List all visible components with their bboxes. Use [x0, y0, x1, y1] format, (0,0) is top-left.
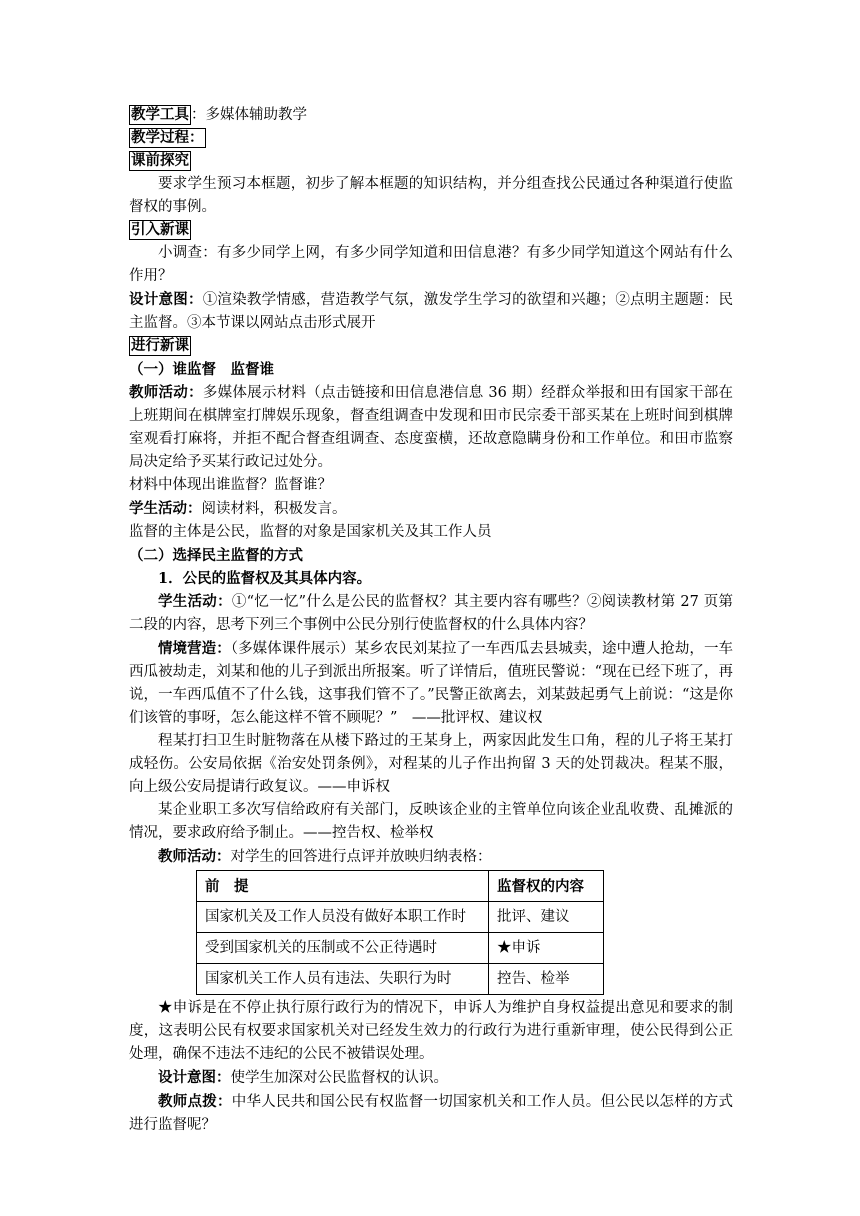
- process-line: [129, 127, 733, 150]
- section2-subtitle: 1．公民的监督权及其具体内容。: [158, 570, 372, 587]
- table-cell-content: 控告、检举: [489, 964, 604, 995]
- supervision-summary-table: [196, 870, 604, 995]
- table-row: [197, 964, 604, 995]
- new-lesson-heading: [129, 335, 733, 358]
- pre-study-label: 课前探究: [131, 152, 189, 169]
- section2-note: ★申诉是在不停止执行原行政行为的情况下，申诉人为维护自身权益提出意见和要求的制度，这表明公民有权要求国家机关对已经发生效力的行政行为进行重新审理，使公民得到公正处理，确保不违法不违纪的公民不被错误处理。: [129, 1000, 733, 1062]
- section1-teacher-label: 教师活动：: [129, 384, 203, 401]
- section2-tip-paragraph: [129, 1090, 733, 1137]
- section1-teacher-paragraph: [129, 381, 733, 474]
- section2-case3: 某企业职工多次写信给政府有关部门，反映该企业的主管单位向该企业乱收费、乱摊派的情况，要求政府给予制止。——控告权、检举权: [129, 802, 733, 841]
- table-header-premise: 前 提: [197, 871, 489, 902]
- intro-heading: [129, 219, 733, 242]
- section1-title: （一）谁监督 监督谁: [129, 361, 274, 378]
- table-header-content: 监督权的内容: [489, 871, 604, 902]
- table-header-row: [197, 871, 604, 902]
- section2-scene-paragraph: [129, 637, 733, 730]
- tools-label: 教学工具: [131, 106, 189, 123]
- tools-value: 多媒体辅助教学: [205, 107, 307, 123]
- section2-scene-label: 情境营造：: [158, 640, 231, 657]
- tools-colon: ：: [191, 107, 206, 123]
- table-cell-content: ★申诉: [489, 933, 604, 964]
- section2-student-label: 学生活动：: [158, 593, 232, 610]
- section1-question: 材料中体现出谁监督？监督谁？: [129, 477, 332, 493]
- section1-student-text: 阅读材料，积极发言。: [201, 501, 347, 517]
- section2-teacher-label: 教师活动：: [158, 848, 231, 865]
- section2-student-paragraph: [129, 590, 733, 637]
- pre-study-text: 要求学生预习本框题，初步了解本框题的知识结构，并分组查找公民通过各种渠道行使监督权的事例。: [129, 176, 733, 215]
- section1-student-paragraph: [129, 497, 733, 521]
- table-cell-premise: 国家机关及工作人员没有做好本职工作时: [197, 902, 489, 933]
- intro-text: 小调查：有多少同学上网，有多少同学知道和田信息港？有多少同学知道这个网站有什么作用？: [129, 245, 733, 284]
- section2-title: （二）选择民主监督的方式: [129, 547, 303, 564]
- lesson-plan-content: [129, 104, 733, 1137]
- table-cell-premise: 受到国家机关的压制或不公正待遇时: [197, 933, 489, 964]
- section1-student-label: 学生活动：: [129, 500, 202, 517]
- section2-design-text: 使学生加深对公民监督权的认识。: [230, 1070, 448, 1086]
- process-colon: ：: [189, 129, 204, 146]
- section2-tip-label: 教师点拨：: [158, 1093, 232, 1110]
- table-cell-content: 批评、建议: [489, 902, 604, 933]
- new-lesson-label: 进行新课: [131, 337, 189, 354]
- section2-design-paragraph: [129, 1066, 733, 1090]
- section1-conclusion: 监督的主体是公民，监督的对象是国家机关及其工作人员: [129, 524, 492, 540]
- section2-tip-text: 中华人民共和国公民有权监督一切国家机关和工作人员。但公民以怎样的方式进行监督呢？: [129, 1094, 733, 1133]
- section1-teacher-text: 多媒体展示材料（点击链接和田信息港信息 36 期）经群众举报和田有国家干部在上班期间在棋牌室打牌娱乐现象，督查组调查中发现和田市民宗委干部买某在上班时间到棋牌室观看打麻将，并拒不配合督查组调查、态度蛮横，还故意隐瞒身份和工作单位。和田市监察局决定给予买某行政记过处分。: [129, 385, 733, 470]
- intro-design-text: ①渲染教学情感，营造教学气氛，激发学生学习的欲望和兴趣；②点明主题题：民主监督。③本节课以网站点击形式展开: [129, 292, 733, 331]
- intro-design-paragraph: [129, 288, 733, 335]
- section2-student-text: ①“忆一忆”什么是公民的监督权？其主要内容有哪些？②阅读教材第 27 页第二段的内容，思考下列三个事例中公民分别行使监督权的什么具体内容？: [129, 594, 734, 633]
- section2-teacher-paragraph: [129, 845, 733, 869]
- table-row: [197, 902, 604, 933]
- table-cell-premise: 国家机关工作人员有违法、失职行为时: [197, 964, 489, 995]
- process-label-text: 教学过程: [131, 129, 189, 146]
- section2-case2: 程某打扫卫生时脏物落在从楼下路过的王某身上，两家因此发生口角，程的儿子将王某打成轻伤。公安局依据《治安处罚条例》，对程某的儿子作出拘留 3 天的处罚裁决。程某不服，向上级公安局提请行政复议。——申诉权: [129, 733, 733, 795]
- intro-label: 引入新课: [131, 221, 189, 238]
- pre-study-heading: [129, 150, 733, 173]
- section2-scene-text: （多媒体课件展示）某乡农民刘某拉了一车西瓜去县城卖，途中遭人抢劫，一车西瓜被劫走，刘某和他的儿子到派出所报案。听了详情后，值班民警说：“现在已经下班了，再说，一车西瓜值不了什么钱，这事我们管不了。”民警正欲离去，刘某鼓起勇气上前说：“这是你们该管的事呀，怎么能这样不管不顾呢？” ——批评权、建议权: [129, 641, 734, 726]
- section2-design-label: 设计意图：: [158, 1069, 231, 1086]
- intro-design-label: 设计意图：: [129, 291, 203, 308]
- section2-teacher-text: 对学生的回答进行点评并放映归纳表格：: [230, 849, 492, 865]
- process-label: [129, 128, 206, 148]
- table-row: [197, 933, 604, 964]
- tools-line: [129, 104, 733, 127]
